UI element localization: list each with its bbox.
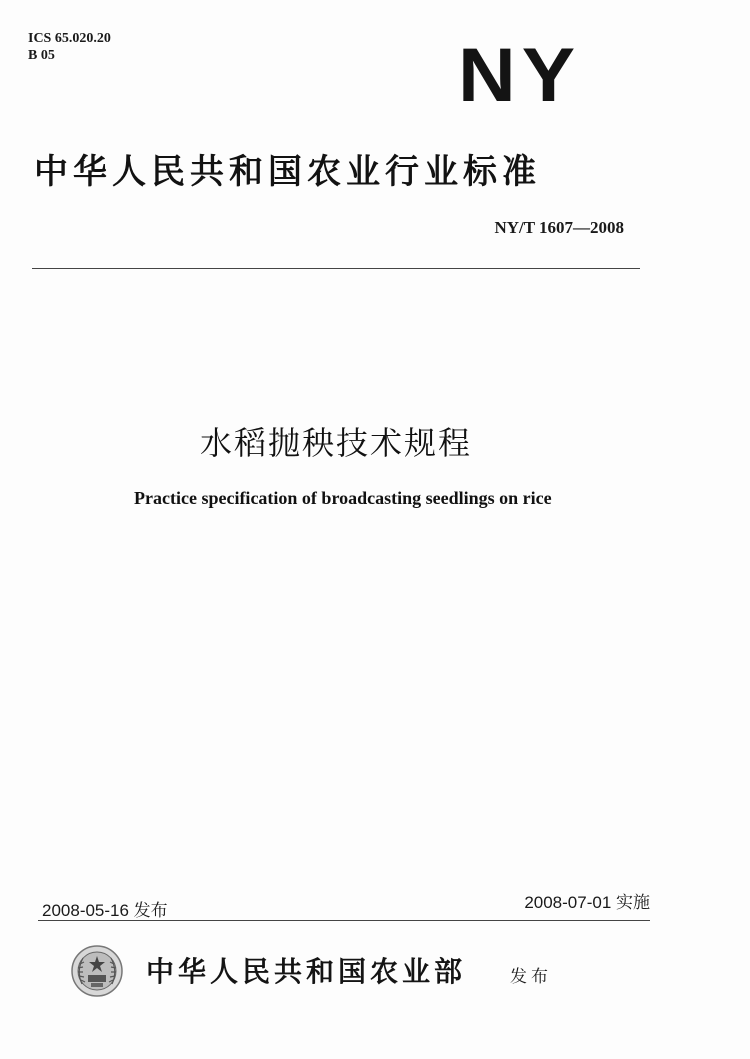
effective-date: 2008-07-01 实施 [524,893,650,912]
issuing-authority: 中华人民共和国农业部 [146,955,467,988]
bottom-divider [38,920,650,921]
document-title-chinese: 水稻抛秧技术规程 [200,424,473,462]
class-code: B 05 [28,48,55,63]
document-title-english: Practice specification of broadcasting seedlings on rice [134,488,552,508]
top-divider [32,268,640,269]
emblem-seal-icon [70,944,124,998]
ny-logo: NY [458,32,582,118]
ics-code: ICS 65.020.20 [28,31,111,46]
issue-date: 2008-05-16 发布 [42,901,168,920]
standard-title: 中华人民共和国农业行业标准 [34,152,541,192]
classification-codes [28,30,111,64]
standard-code: NY/T 1607—2008 [494,218,624,237]
issuer-suffix: 发布 [510,967,552,987]
